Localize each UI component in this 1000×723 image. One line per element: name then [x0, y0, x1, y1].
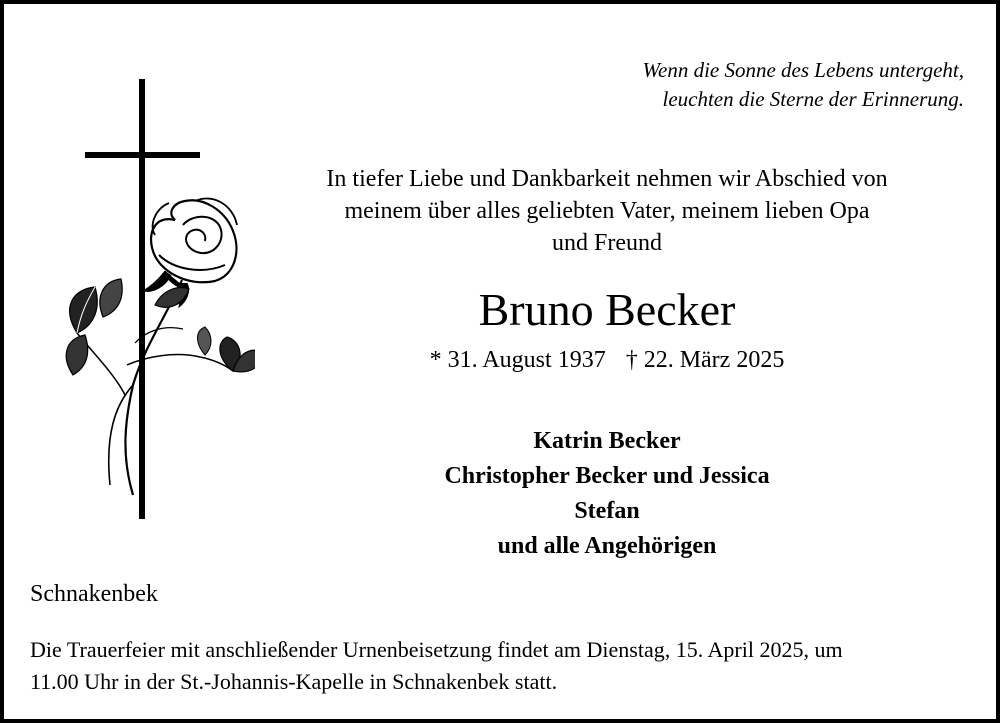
place-name: Schnakenbek: [30, 581, 158, 607]
life-dates: [257, 344, 957, 376]
notice-line-1: Die Trauerfeier mit anschließender Urnenbeisetzung findet am Dienstag, 15. April 2025, um: [30, 637, 843, 662]
funeral-notice: [30, 634, 975, 698]
mourner-name: und alle Angehörigen: [497, 533, 717, 559]
farewell-intro: [257, 163, 957, 259]
motto-quote: [642, 56, 964, 114]
intro-line-3: und Freund: [552, 230, 662, 256]
death-date: † 22. März 2025: [625, 347, 785, 373]
mourner-name: Stefan: [574, 498, 640, 524]
cross-and-rose-illustration: [55, 75, 255, 525]
motto-line-2: leuchten die Sterne der Erinnerung.: [662, 87, 964, 111]
motto-line-1: Wenn die Sonne des Lebens untergeht,: [642, 58, 964, 82]
rose-icon: [66, 198, 255, 495]
mourners-list: [257, 424, 957, 564]
notice-line-2: 11.00 Uhr in der St.-Johannis-Kapelle in Schnakenbek statt.: [30, 669, 558, 694]
deceased-name: Bruno Becker: [478, 284, 736, 335]
intro-line-2: meinem über alles geliebten Vater, meinem lieben Opa: [344, 198, 870, 224]
intro-line-1: In tiefer Liebe und Dankbarkeit nehmen wir Abschied von: [326, 166, 888, 192]
mourner-name: Katrin Becker: [533, 428, 681, 454]
birth-date: * 31. August 1937: [429, 347, 606, 373]
mourner-name: Christopher Becker und Jessica: [444, 463, 770, 489]
